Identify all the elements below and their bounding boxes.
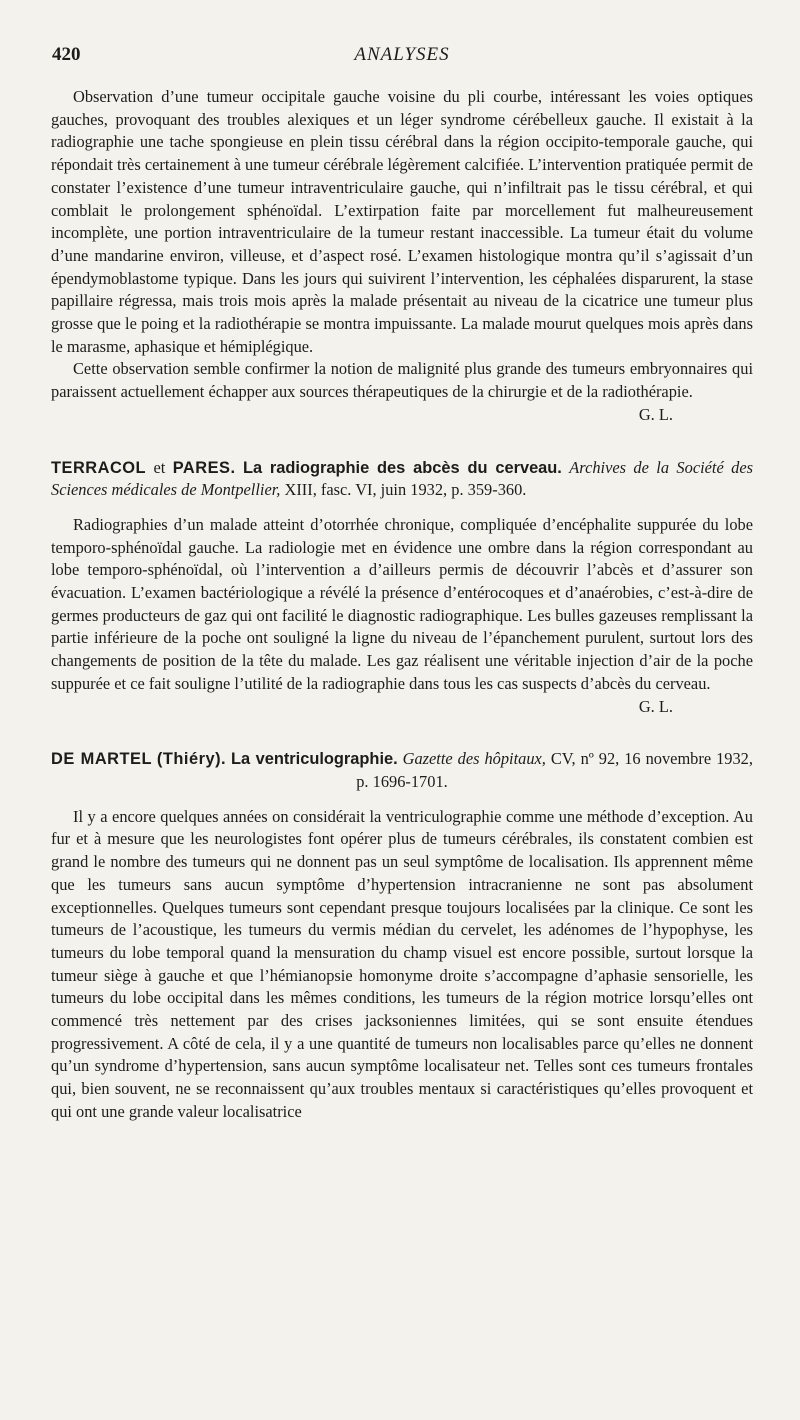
entry1-citation — [51, 457, 753, 502]
entry1-connector: et — [153, 457, 166, 477]
entry1-body — [51, 514, 753, 718]
entry2-citation — [51, 748, 753, 793]
entry2-title: La ventriculographie. — [231, 750, 398, 769]
entry1-journal: Archives de la Société des Sciences médicales de Montpellier, — [51, 457, 753, 500]
entry-de-martel — [51, 748, 753, 1123]
entry2-author: DE MARTEL — [51, 750, 152, 769]
entry1-author-1: TERRACOL — [51, 458, 147, 477]
entry1-body-text: Radiographies d’un malade atteint d’otorrhée chronique, compliquée d’encéphalite suppurée du lobe temporo-sphénoïdal gauche. La radiologie met en évidence une ombre dans la région correspondant au lobe temporo-sphénoïdal, où l’intervention a d’ailleurs permis de découvrir l’abcès et d’assurer son évacuation. L’examen bactériologique a révélé la présence d’entérocoques et d’anaérobies, c’est-à-dire de germes producteurs de gaz qui ont facilité le diagnostic radiographique. Les bulles gazeuses remplissant la partie inférieure de la poche ont souligné la ligne du niveau de l’épanchement purulent, surtout lors des changements de position de la tête du malade. Les gaz réalisent une véritable injection d’air de la poche suppurée et ce fait souligne l’utilité de la radiographie dans tous les cas suspects d’abcès du cerveau. — [51, 514, 753, 693]
entry2-paragraph: Il y a encore quelques années on considérait la ventriculographie comme une méthode d’exception. Au fur et à mesure que les neurologistes font opérer plus de tumeurs cérébrales, ils constatent combien est grand le nombre des tumeurs qui ne donnent pas un seul symptôme de localisation. Ils apprennent même que les tumeurs sans aucun symptôme d’hypertension intracranienne ne sont pas absolument exceptionnelles. Quelques tumeurs sont cependant presque toujours localisées par la clinique. Ce sont les tumeurs de l’acoustique, les tumeurs du vermis médian du cervelet, les adénomes de l’hypophyse, les tumeurs du lobe temporal quand la mensuration du champ visuel est encore possible, surtout lorsque la tumeur siège à gauche et que l’hémianopsie homonyme droite s’accompagne d’aphasie sensorielle, les tumeurs du lobe occipital dans les mêmes conditions, les tumeurs de la région motrice lorsqu’elles ont commencé très nettement par des crises jacksoniennes limitées, qui se sont ensuite étendues progressivement. A côté de cela, il y a une quantité de tumeurs non localisables parce qu’elles ne donnent qu’un syndrome d’hypertension, sans aucun symptôme localisateur net. Telles sont ces tumeurs frontales qui, bien souvent, ne se reconnaissent qu’aux troubles mentaux si caractéristiques qu’elles provoquent et qui ont une grande valeur localisatrice — [51, 806, 753, 1121]
entry1-title: La radiographie des abcès du cerveau. — [242, 458, 562, 477]
intro-paragraph-2-text: Cette observation semble confirmer la notion de malignité plus grande des tumeurs embryonnaires qui paraissent actuellement échapper aux sources thérapeutiques de la chirurgie et de la radiothérapie. — [51, 359, 753, 402]
page-number: 420 — [52, 44, 81, 65]
intro-paragraph-1: Observation d’une tumeur occipitale gauche voisine du pli courbe, intéressant les voies optiques gauches, provoquant des troubles alexiques et un léger syndrome cérébelleux gauche. Il existait à la radiographie une tache spongieuse en plein tissu cérébral dans la région occipito-temporale gauche, qui répondait très certainement à une tumeur cérébrale légèrement calcifiée. L’intervention pratiquée permit de constater l’existence d’une tumeur intraventriculaire gauche, qui n’infiltrait pas le tissu cérébral, et qui comblait le prolongement sphénoïdal. L’extirpation faite par morcellement fut malheureusement incomplète, une portion intraventriculaire de la tumeur restant inaccessible. La tumeur était du volume d’une mandarine environ, villeuse, et d’aspect rosé. L’examen histologique montra qu’il s’agissait d’un épendymoblastome typique. Dans les jours qui suivirent l’intervention, les céphalées disparurent, la stase papillaire régressa, mais trois mois après la malade présentait au niveau de la cicatrice une tumeur plus grosse que le poing et la radiothérapie se montra impuissante. La malade mourut quelques mois après dans le marasme, aphasique et hémiplégique. — [51, 87, 753, 356]
entry2-journal: Gazette des hôpitaux, — [402, 749, 546, 769]
entry1-author-2: PARES. — [172, 458, 236, 477]
running-title: ANALYSES — [354, 44, 450, 65]
entry1-details: XIII, fasc. VI, juin 1932, p. 359-360. — [284, 480, 527, 500]
intro-signature: G. L. — [638, 404, 673, 424]
page-header — [52, 44, 752, 74]
entry-terracol-pares — [51, 457, 753, 719]
entry2-author-firstname: (Thiéry). — [156, 750, 227, 769]
page-body — [51, 86, 753, 1124]
entry1-signature: G. L. — [638, 696, 673, 716]
intro-abstract — [51, 86, 753, 427]
intro-paragraph-2 — [51, 358, 753, 426]
entry2-details: CV, nº 92, 16 novembre 1932, p. 1696-1701. — [356, 749, 753, 791]
entry2-body — [51, 806, 753, 1124]
entry1-paragraph — [51, 514, 753, 718]
